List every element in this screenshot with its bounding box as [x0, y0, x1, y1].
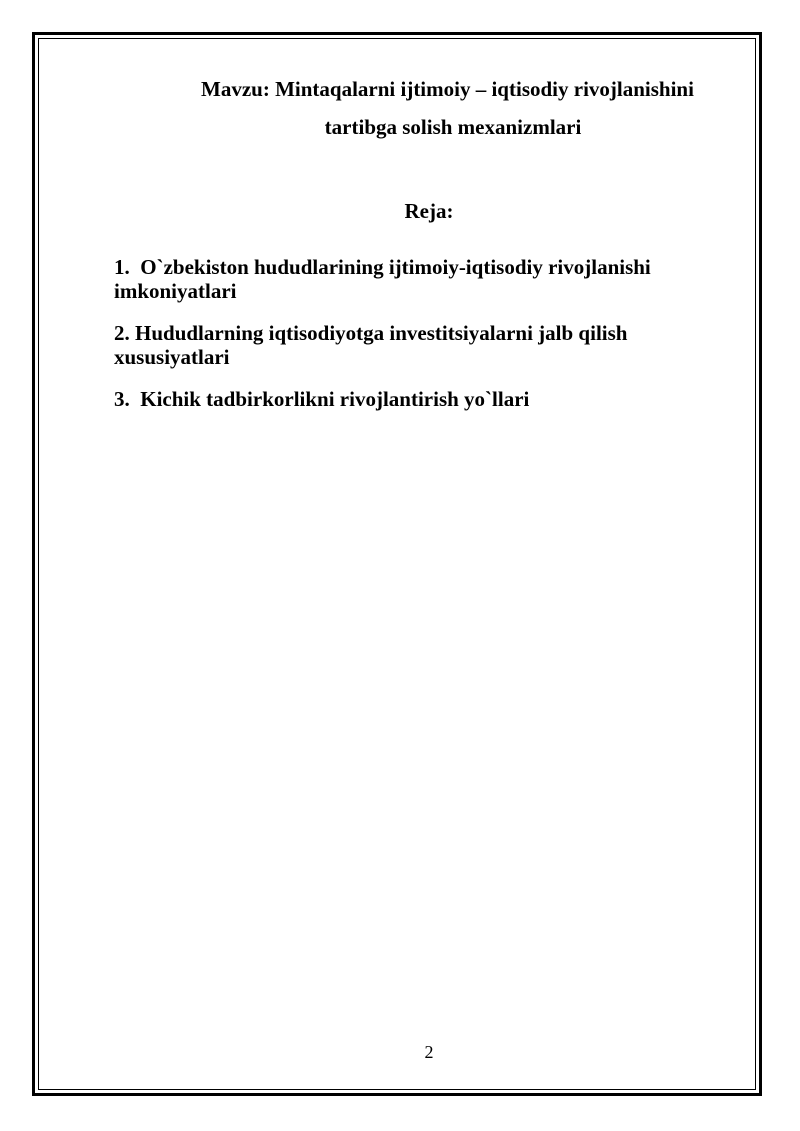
plan-item-1: 1. O`zbekiston hududlarining ijtimoiy-iqtisodiy rivojlanishi imkoniyatlari — [114, 255, 651, 303]
plan-item-2: 2. Hududlarning iqtisodiyotga investitsiyalarni jalb qilish xususiyatlari — [114, 321, 628, 369]
plan-item-3: 3. Kichik tadbirkorlikni rivojlantirish yo`llari — [114, 387, 530, 411]
topic-title-line-1: Mavzu: Mintaqalarni ijtimoiy – iqtisodiy rivojlanishini — [201, 77, 694, 101]
page-number: 2 — [424, 1042, 434, 1062]
page-border-inner — [38, 38, 756, 1090]
page-border — [32, 32, 762, 1096]
topic-title-line-2: tartibga solish mexanizmlari — [324, 115, 582, 139]
plan-heading: Reja: — [404, 199, 454, 223]
plan-list — [114, 255, 674, 429]
